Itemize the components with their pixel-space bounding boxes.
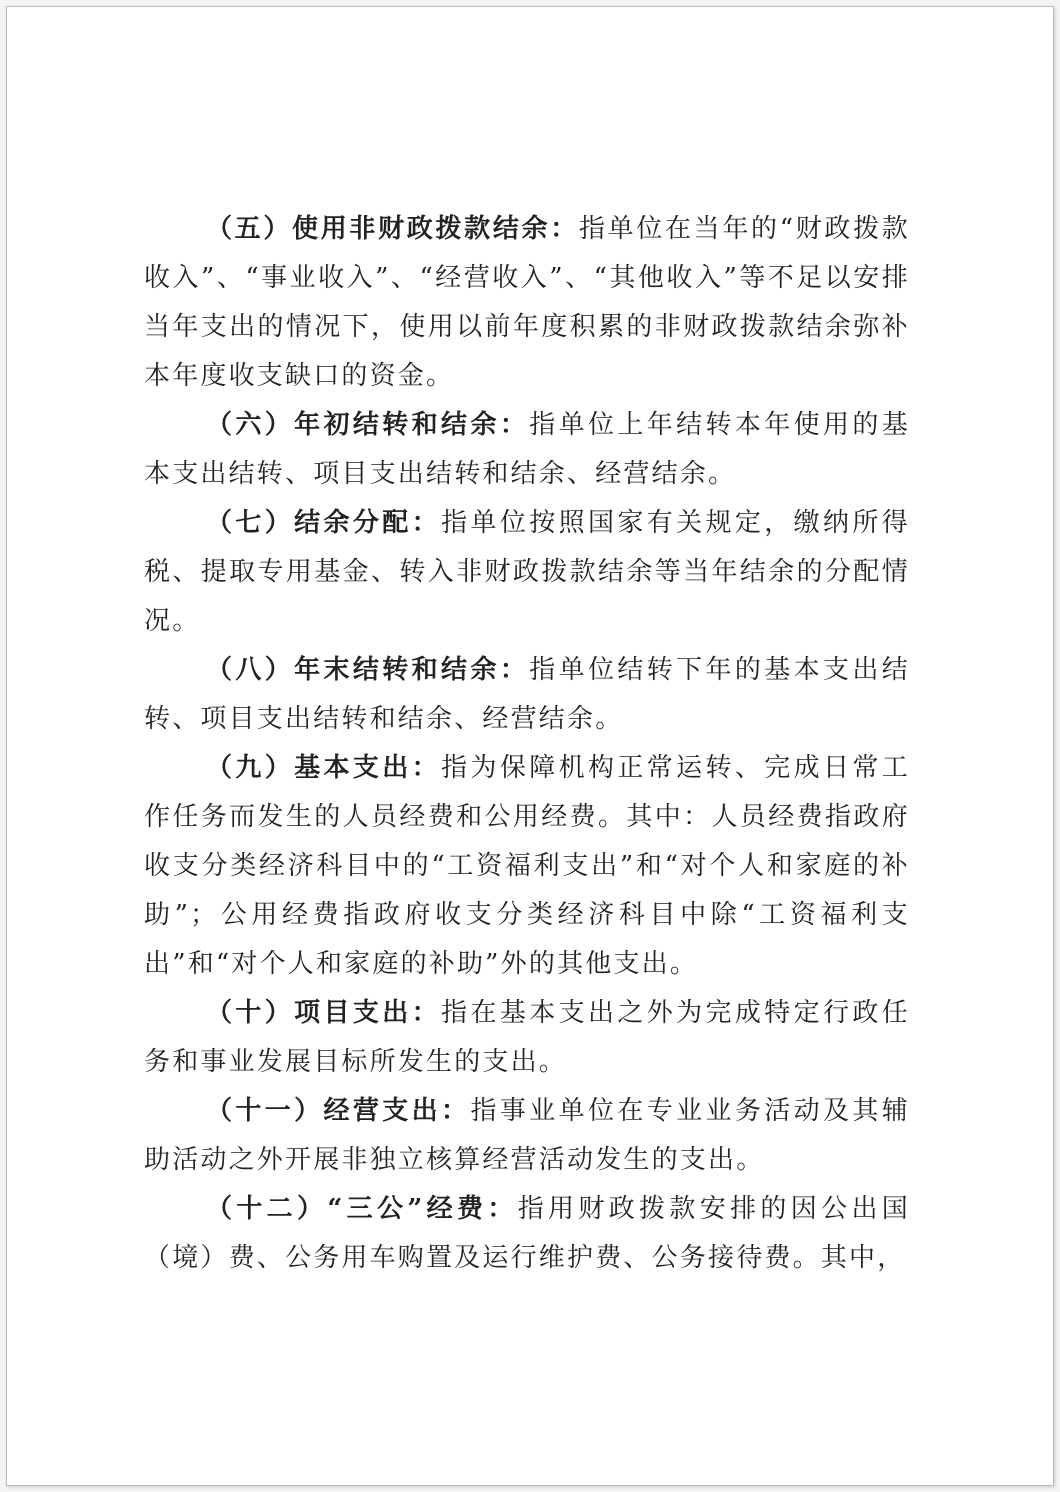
term-definition: 指单位在当年的“财政拨款收入”、“事业收入”、“经营收入”、“其他收入”等不足以安排当年支出的情况下，使用以前年度积累的非财政拨款结余弥补本年度收支缺口的资金。 <box>144 214 910 391</box>
term-label: （八）年末结转和结余： <box>206 655 530 685</box>
paragraph-item-8 <box>144 646 910 744</box>
term-definition: 指事业单位在专业业务活动及其辅助活动之外开展非独立核算经营活动发生的支出。 <box>144 1096 910 1175</box>
term-definition: 指单位上年结转本年使用的基本支出结转、项目支出结转和结余、经营结余。 <box>144 410 910 489</box>
paragraph-item-12 <box>144 1185 910 1283</box>
term-definition: 指用财政拨款安排的因公出国（境）费、公务用车购置及运行维护费、公务接待费。其中， <box>144 1194 910 1273</box>
term-label: （六）年初结转和结余： <box>206 410 530 440</box>
term-definition: 指单位结转下年的基本支出结转、项目支出结转和结余、经营结余。 <box>144 655 910 734</box>
term-label: （十）项目支出： <box>206 998 442 1028</box>
paragraph-item-9 <box>144 744 910 989</box>
document-page <box>6 6 1054 1486</box>
paragraph-item-10 <box>144 989 910 1087</box>
paragraph-item-7 <box>144 499 910 646</box>
term-definition: 指为保障机构正常运转、完成日常工作任务而发生的人员经费和公用经费。其中：人员经费指政府收支分类经济科目中的“工资福利支出”和“对个人和家庭的补助”；公用经费指政府收支分类经济科目中除“工资福利支出”和“对个人和家庭的补助”外的其他支出。 <box>144 753 910 979</box>
term-label: （七）结余分配： <box>206 508 442 538</box>
term-label: （九）基本支出： <box>206 753 442 783</box>
term-definition: 指在基本支出之外为完成特定行政任务和事业发展目标所发生的支出。 <box>144 998 910 1077</box>
document-body <box>144 205 910 1283</box>
paragraph-item-11 <box>144 1087 910 1185</box>
term-label: （十二）“三公”经费： <box>206 1194 518 1224</box>
term-label: （五）使用非财政拨款结余： <box>206 214 579 244</box>
term-label: （十一）经营支出： <box>206 1096 471 1126</box>
paragraph-item-5 <box>144 205 910 401</box>
paragraph-item-6 <box>144 401 910 499</box>
term-definition: 指单位按照国家有关规定，缴纳所得税、提取专用基金、转入非财政拨款结余等当年结余的分配情况。 <box>144 508 910 636</box>
